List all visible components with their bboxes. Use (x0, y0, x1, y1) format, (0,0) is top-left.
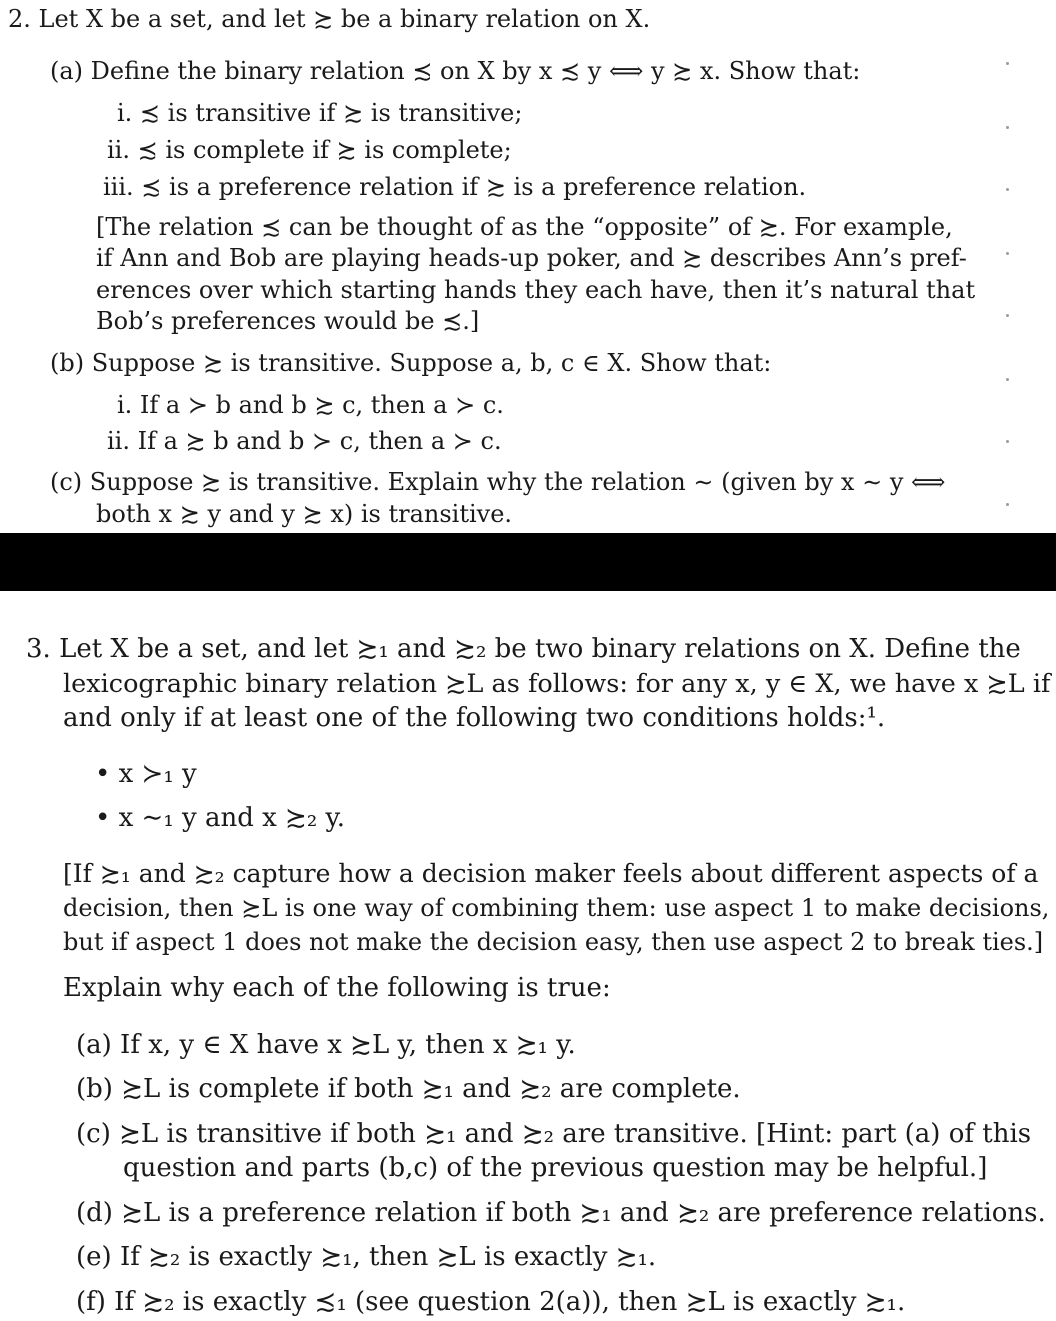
q3-note-line: but if aspect 1 does not make the decision easy, then use aspect 2 to break ties.] (63, 928, 1044, 956)
q3-item-b: (b) ≿L is complete if both ≿₁ and ≿₂ are complete. (76, 1074, 741, 1104)
q3-item-f: (f) If ≿₂ is exactly ≾₁ (see question 2(a)), then ≿L is exactly ≿₁. (76, 1287, 906, 1317)
scan-dot (1006, 188, 1009, 191)
scan-dot (1006, 252, 1009, 255)
q3-bullet-item (95, 804, 345, 834)
q3-note-line: [If ≿₁ and ≿₂ capture how a decision maker feels about different aspects of a (63, 859, 1039, 888)
scan-dot (1006, 62, 1009, 65)
q2-note-line: [The relation ≾ can be thought of as the “opposite” of ≿. For example, (96, 213, 953, 241)
q2-note-line: Bob’s preferences would be ≾.] (96, 307, 480, 335)
q2-a-iii: iii. ≾ is a preference relation if ≿ is a preference relation. (103, 173, 807, 201)
q3-intro-line: lexicographic binary relation ≿L as follows: for any x, y ∈ X, we have x ≿L if (63, 669, 1051, 699)
q3-item-c-cont: question and parts (b,c) of the previous question may be helpful.] (123, 1153, 988, 1183)
q3-intro-line: 3. Let X be a set, and let ≿₁ and ≿₂ be two binary relations on X. Define the (26, 634, 1021, 664)
question-3-panel (0, 591, 1056, 1321)
q2-part-a: (a) Define the binary relation ≾ on X by x ≾ y ⟺ y ≿ x. Show that: (50, 57, 861, 85)
scan-dot (1006, 378, 1009, 381)
q3-bullet-text: x ∼₁ y and x ≿₂ y. (118, 803, 346, 833)
scan-dot (1006, 440, 1009, 443)
q3-bullet-text: x ≻₁ y (118, 759, 197, 789)
q2-a-i: i. ≾ is transitive if ≿ is transitive; (117, 99, 523, 127)
q2-part-b: (b) Suppose ≿ is transitive. Suppose a, b, c ∈ X. Show that: (50, 349, 772, 377)
q2-b-ii: ii. If a ≿ b and b ≻ c, then a ≻ c. (107, 427, 502, 455)
q3-note-line: decision, then ≿L is one way of combining them: use aspect 1 to make decisions, (63, 894, 1050, 922)
bullet-dot-icon: • (95, 803, 119, 833)
q2-part-c-line: both x ≿ y and y ≿ x) is transitive. (96, 500, 513, 528)
q2-note-line: erences over which starting hands they each have, then it’s natural that (96, 276, 976, 304)
q2-part-c-line: (c) Suppose ≿ is transitive. Explain why the relation ∼ (given by x ∼ y ⟺ (50, 468, 946, 496)
q2-note-line: if Ann and Bob are playing heads-up poker, and ≿ describes Ann’s pref- (96, 244, 967, 272)
scan-dot (1006, 126, 1009, 129)
question-2-panel (0, 0, 1056, 533)
q2-header: 2. Let X be a set, and let ≿ be a binary relation on X. (8, 5, 651, 33)
q3-intro-line: and only if at least one of the following two conditions holds:¹. (63, 703, 886, 733)
q2-a-ii: ii. ≾ is complete if ≿ is complete; (107, 136, 512, 164)
scan-dot (1006, 314, 1009, 317)
q3-item-d: (d) ≿L is a preference relation if both ≿₁ and ≿₂ are preference relations. (76, 1198, 1046, 1228)
q3-item-a: (a) If x, y ∈ X have x ≿L y, then x ≿₁ y. (76, 1030, 576, 1060)
black-separator-band (0, 533, 1056, 591)
scan-dot (1006, 503, 1009, 506)
q3-item-e: (e) If ≿₂ is exactly ≿₁, then ≿L is exactly ≿₁. (76, 1242, 657, 1272)
q2-b-i: i. If a ≻ b and b ≿ c, then a ≻ c. (117, 391, 504, 419)
q3-item-c: (c) ≿L is transitive if both ≿₁ and ≿₂ are transitive. [Hint: part (a) of this (76, 1119, 1032, 1149)
q3-bullet-item (95, 760, 197, 790)
q3-explain: Explain why each of the following is true: (63, 973, 611, 1003)
bullet-dot-icon: • (95, 759, 119, 789)
